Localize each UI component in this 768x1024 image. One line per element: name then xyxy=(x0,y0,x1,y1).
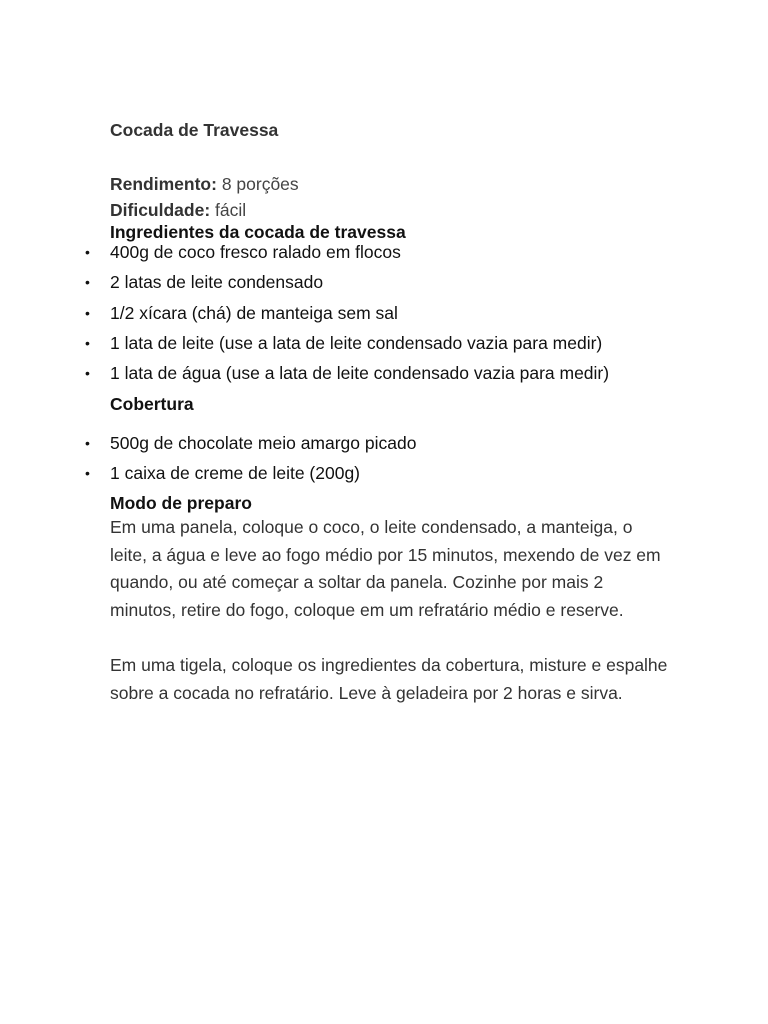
topping-list xyxy=(110,433,670,483)
method-step-paragraph: Em uma tigela, coloque os ingredientes da cobertura, misture e espalhe sobre a cocada no refratário. Leve à geladeira por 2 horas e sirva. xyxy=(110,655,668,703)
yield-line xyxy=(110,171,670,198)
yield-label: Rendimento: xyxy=(110,174,217,194)
ingredient-item: • 1 lata de água (use a lata de leite condensado vazia para medir) xyxy=(110,363,670,383)
ingredient-item: • 400g de coco fresco ralado em flocos xyxy=(110,242,670,262)
difficulty-line xyxy=(110,199,670,222)
ingredient-item: • 1/2 xícara (chá) de manteiga sem sal xyxy=(110,303,670,323)
ingredient-item: • 1 lata de leite (use a lata de leite condensado vazia para medir) xyxy=(110,333,670,353)
topping-item: • 1 caixa de creme de leite (200g) xyxy=(110,463,670,483)
difficulty-label: Dificuldade: xyxy=(110,200,211,220)
ingredients-heading: Ingredientes da cocada de travessa xyxy=(110,222,406,242)
method-step-paragraph: Em uma panela, coloque o coco, o leite condensado, a manteiga, o leite, a água e leve ao fogo médio por 15 minutos, mexendo de vez em quando, ou até começar a soltar da panela. Cozinhe por mais 2 minutos, retire do fogo, coloque em um refratário médio e reserve. xyxy=(110,517,661,620)
ingredient-item: • 2 latas de leite condensado xyxy=(110,272,670,292)
topping-heading: Cobertura xyxy=(110,394,194,414)
ingredients-list xyxy=(110,242,670,383)
difficulty-value: fácil xyxy=(210,200,247,220)
method-heading: Modo de preparo xyxy=(110,493,252,513)
yield-value: 8 porções xyxy=(216,174,299,194)
recipe-title: Cocada de Travessa xyxy=(110,120,279,140)
recipe-document xyxy=(110,118,670,707)
topping-item: • 500g de chocolate meio amargo picado xyxy=(110,433,670,453)
